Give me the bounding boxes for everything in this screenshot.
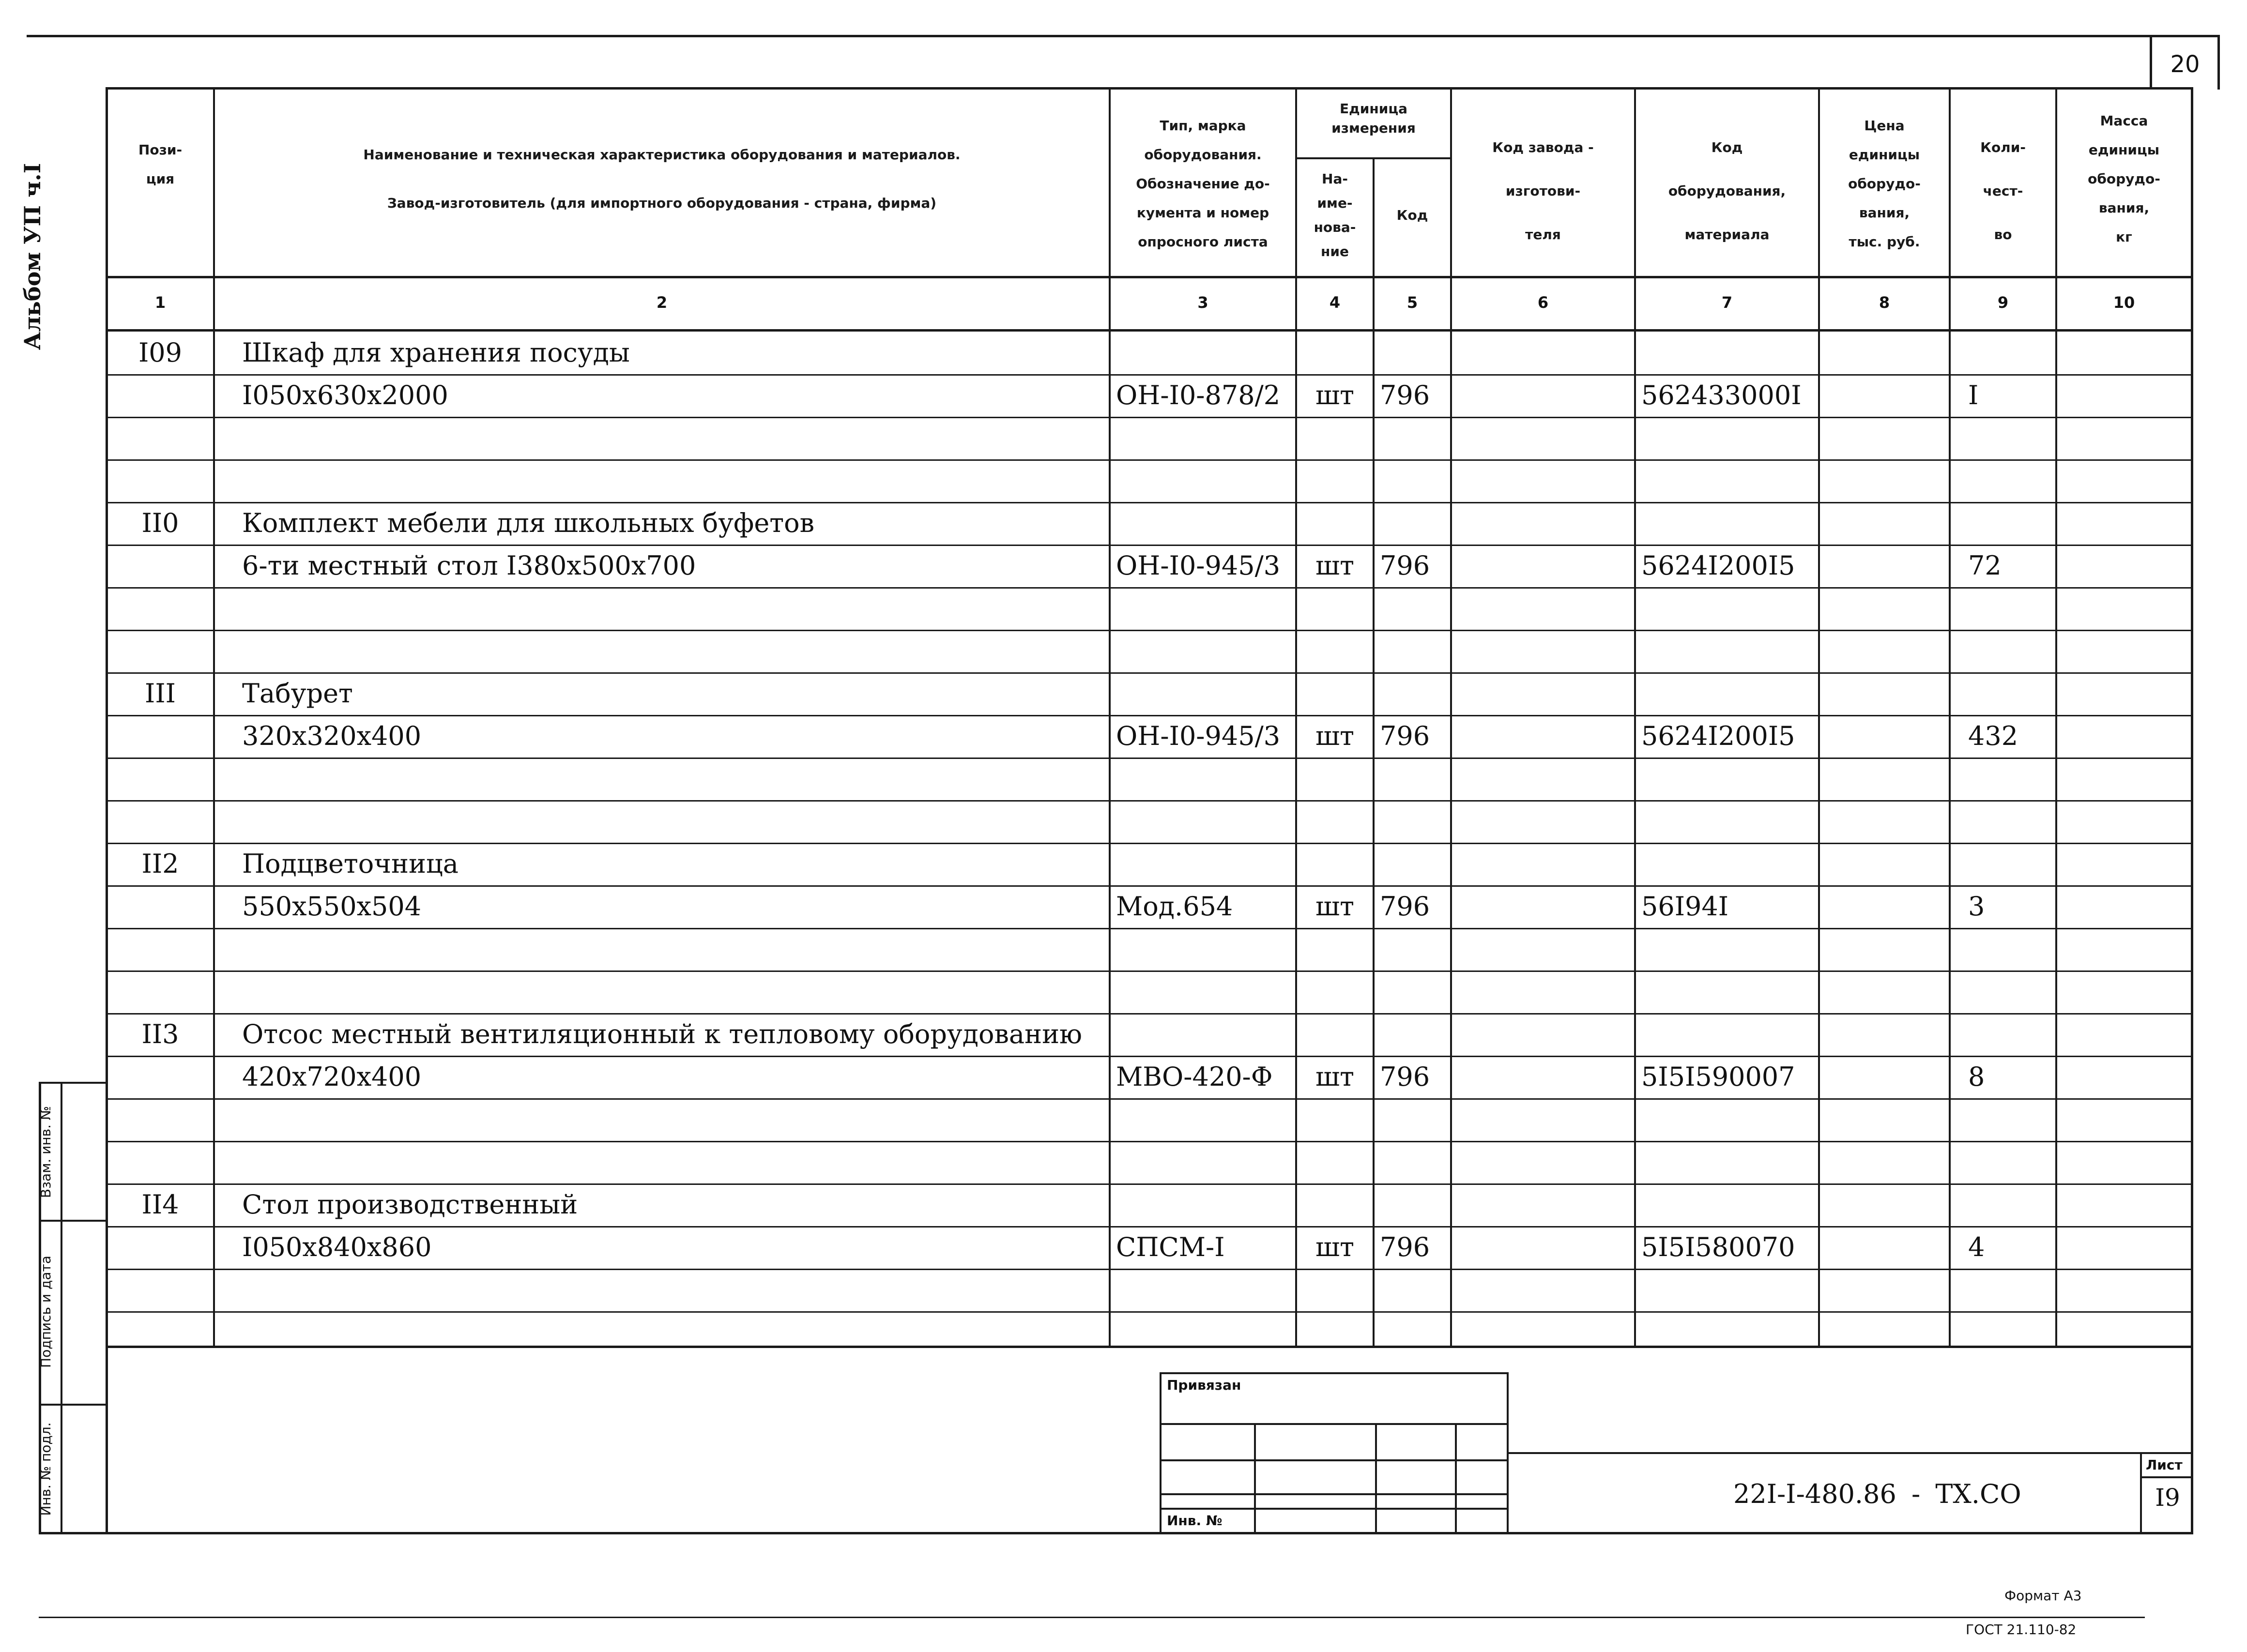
- row-divider: [106, 417, 2193, 418]
- colnum-7: 7: [1721, 293, 1733, 312]
- bound-box-col2: [1375, 1423, 1377, 1532]
- frame-bottom-line: [39, 1532, 2193, 1534]
- sheet-box-right: [2217, 36, 2220, 90]
- item-unit-code: 796: [1380, 1232, 1430, 1262]
- item-unit: шт: [1315, 550, 1355, 581]
- item-position: I09: [138, 337, 183, 368]
- item-name: Отсос местный вентиляционный к тепловому оборудованию: [242, 1019, 1083, 1049]
- colnum-10: 10: [2113, 293, 2135, 312]
- item-name: Подцветочница: [242, 849, 459, 879]
- header-col-6: Код завода - изготови- теля: [1492, 139, 1594, 242]
- item-name: Шкаф для хранения посуды: [242, 337, 630, 368]
- side-stamp-label-3: Инв. № подл.: [38, 1422, 54, 1516]
- item-name: Стол производственный: [242, 1189, 578, 1220]
- row-divider: [106, 1141, 2193, 1142]
- col-divider-4: [1373, 157, 1375, 1346]
- item-code: 5624I200I5: [1641, 721, 1795, 751]
- item-type: Мод.654: [1116, 891, 1233, 922]
- item-spec: I050x630x2000: [242, 380, 448, 410]
- item-code: 5I5I590007: [1641, 1061, 1795, 1092]
- unit-group-split: [1295, 157, 1450, 159]
- item-unit-code: 796: [1380, 721, 1430, 751]
- colnum-9: 9: [1997, 293, 2009, 312]
- header-col-1: Пози- ция: [138, 142, 183, 187]
- table-top-border: [106, 87, 2193, 90]
- sheet-box-left: [2150, 36, 2152, 90]
- item-qty: 3: [1968, 891, 1985, 922]
- item-type: ОН-I0-945/3: [1116, 721, 1281, 751]
- header-col-2: Наименование и техническая характеристика оборудования и материалов. Завод-изготовитель (для импортного оборудования - страна, фирма): [363, 147, 961, 211]
- item-unit: шт: [1315, 1232, 1355, 1262]
- title-block-line: [1508, 1452, 2193, 1454]
- row-divider: [106, 587, 2193, 589]
- item-code: 56I94I: [1641, 891, 1729, 922]
- item-position: II3: [141, 1019, 179, 1049]
- side-stamp-mid: [61, 1082, 62, 1534]
- gost-label: ГОСТ 21.110-82: [1966, 1622, 2077, 1637]
- colnum-3: 3: [1197, 293, 1208, 312]
- album-label: Альбом УП ч.I: [19, 163, 46, 350]
- frame-top-line: [27, 35, 2220, 37]
- item-name: Табурет: [242, 678, 353, 709]
- table-bottom-border: [106, 1346, 2193, 1348]
- item-qty: 4: [1968, 1232, 1985, 1262]
- colnum-1: 1: [154, 293, 166, 312]
- item-unit-code: 796: [1380, 1061, 1430, 1092]
- item-type: СПСМ-I: [1116, 1232, 1225, 1262]
- bound-box-top: [1160, 1372, 1508, 1374]
- format-label: Формат A3: [2004, 1588, 2082, 1604]
- sheet-value: I9: [2155, 1484, 2180, 1512]
- item-type: МВО-420-Ф: [1116, 1061, 1273, 1092]
- row-divider: [106, 459, 2193, 461]
- side-stamp-label-1: Взам. инв. №: [38, 1106, 54, 1198]
- item-unit: шт: [1315, 380, 1355, 410]
- item-name: Комплект мебели для школьных буфетов: [242, 508, 815, 538]
- item-spec: 550x550x504: [242, 891, 422, 922]
- item-qty: 72: [1968, 550, 2002, 581]
- table-right-border: [2191, 87, 2193, 1532]
- item-qty: I: [1968, 380, 1979, 410]
- item-spec: 6-ти местный стол I380x500x700: [242, 550, 696, 581]
- header-col-3: Тип, марка оборудования. Обозначение до- кумента и номер опросного листа: [1136, 118, 1270, 250]
- header-col-9: Коли- чест- во: [1980, 139, 2026, 242]
- sheet-number-top: 20: [2170, 51, 2200, 78]
- header-col-10: Масса единицы оборудо- вания, кг: [2088, 113, 2160, 245]
- row-divider: [106, 1311, 2193, 1313]
- item-position: II4: [141, 1189, 179, 1220]
- colnum-5: 5: [1406, 293, 1418, 312]
- item-qty: 432: [1968, 721, 2018, 751]
- side-stamp-top: [39, 1082, 107, 1084]
- inv-label: Инв. №: [1167, 1513, 1223, 1529]
- sheet-label: Лист: [2146, 1457, 2183, 1473]
- item-qty: 8: [1968, 1061, 1985, 1092]
- row-divider: [106, 1269, 2193, 1270]
- item-position: II2: [141, 849, 179, 879]
- item-type: ОН-I0-945/3: [1116, 550, 1281, 581]
- row-divider: [106, 970, 2193, 972]
- item-unit-code: 796: [1380, 550, 1430, 581]
- item-spec: 320x320x400: [242, 721, 422, 751]
- item-unit: шт: [1315, 891, 1355, 922]
- item-unit: шт: [1315, 721, 1355, 751]
- colnum-2: 2: [656, 293, 668, 312]
- item-code: 562433000I: [1641, 380, 1802, 410]
- item-spec: I050x840x860: [242, 1232, 432, 1262]
- row-divider: [106, 1098, 2193, 1100]
- item-unit: шт: [1315, 1061, 1355, 1092]
- sheet-cell-mid: [2140, 1476, 2193, 1478]
- item-unit-code: 796: [1380, 891, 1430, 922]
- row-divider: [106, 928, 2193, 929]
- colnum-8: 8: [1879, 293, 1890, 312]
- header-col-7: Код оборудования, материала: [1668, 139, 1786, 242]
- item-type: ОН-I0-878/2: [1116, 380, 1281, 410]
- row-divider: [106, 758, 2193, 759]
- item-code: 5I5I580070: [1641, 1232, 1795, 1262]
- item-unit-code: 796: [1380, 380, 1430, 410]
- header-col-4: На- име- нова- ние: [1314, 171, 1356, 259]
- header-col-5: Код: [1396, 207, 1428, 223]
- row-divider: [106, 630, 2193, 631]
- row-divider: [106, 800, 2193, 802]
- doc-code: 22I-I-480.86 - TX.CO: [1733, 1479, 2021, 1509]
- colnum-4: 4: [1329, 293, 1341, 312]
- header-unit-group: Единица измерения: [1331, 101, 1416, 136]
- colnum-6: 6: [1537, 293, 1549, 312]
- item-position: III: [145, 678, 176, 709]
- bound-label: Привязан: [1167, 1377, 1241, 1393]
- header-col-8: Цена единицы оборудо- вания, тыс. руб.: [1848, 118, 1921, 250]
- item-position: II0: [141, 508, 179, 538]
- item-code: 5624I200I5: [1641, 550, 1795, 581]
- footer-line: [39, 1617, 2145, 1618]
- side-stamp-label-2: Подпись и дата: [38, 1256, 54, 1368]
- bound-box-col1: [1254, 1423, 1256, 1532]
- bound-box-col3: [1455, 1423, 1457, 1532]
- item-spec: 420x720x400: [242, 1061, 422, 1092]
